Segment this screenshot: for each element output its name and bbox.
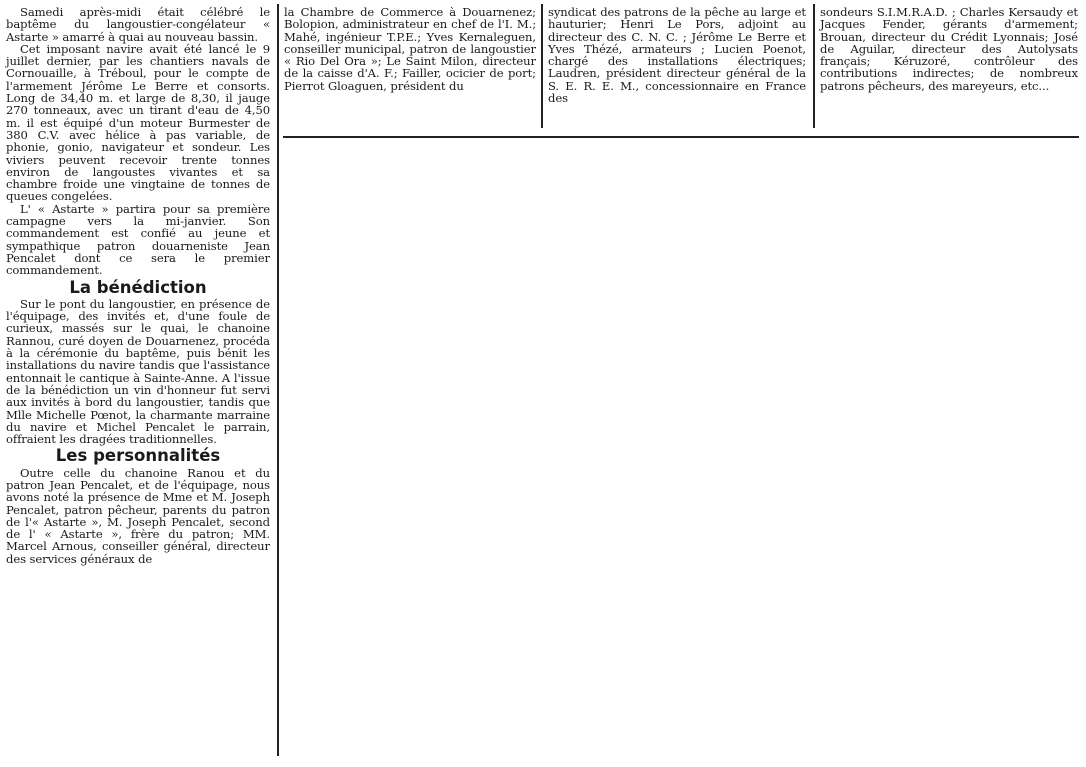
paragraph-attendees-cont-3: sondeurs S.I.M.R.A.D. ; Charles Kersaudy et Jacques Fender, gérants d'armement; Brouan, directeur du Crédit Lyonnais; José de Aguilar, directeur des Autolysats français; Kéruzoré, contrôleur des contributions indirectes; de nombreux patrons pêcheurs, des mareyeurs, etc... bbox=[820, 5, 1078, 93]
heading-personnalites: Les personnalités bbox=[55, 446, 221, 466]
column-rule bbox=[277, 4, 279, 756]
paragraph-attendees: Outre celle du chanoine Ranou et du patron Jean Pencalet, et de l'équipage, nous avons noté la présence de Mme et M. Joseph Pencalet, patron pêcheur, parents du patron de l'« Astarte », M. Joseph Pencalet, second de l' « Astarte », frère du patron; MM. Marcel Arnous, conseiller général, directeur des services généraux de bbox=[6, 465, 270, 566]
column-rule bbox=[813, 4, 815, 128]
paragraph-attendees-cont-2: syndicat des patrons de la pêche au large et hauturier; Henri Le Pors, adjoint au directeur des C. N. C. ; Jérôme Le Berre et Yves Thézé, armateurs ; Lucien Poenot, chargé des installations électriques; Laudren, président directeur général de la S. E. R. E. M., concessionnaire en France des bbox=[548, 5, 806, 106]
heading-benediction: La bénédiction bbox=[69, 277, 207, 297]
column-rule bbox=[541, 4, 543, 128]
paragraph-ship-description: Cet imposant navire avait été lancé le 9 juillet dernier, par les chantiers navals de Cornouaille, à Tréboul, pour le compte de l'armement Jérôme Le Berre et consorts. Long de 34,40 m. et large de 8,30, il jauge 270 tonneaux, avec un tirant d'eau de 4,50 m. il est équipé d'un moteur Burmester de 380 C.V. avec hélice à pas variable, de phonie, gonio, navigateur et sondeur. Les viviers peuvent recevoir trente tonnes environ de langoustes vivantes et sa chambre froide une vingtaine de tonnes de queues congelées. bbox=[6, 41, 270, 204]
article-column-2 bbox=[284, 6, 536, 92]
article-column-3 bbox=[548, 6, 806, 104]
article-column-4 bbox=[820, 6, 1078, 92]
paragraph-ceremony: Sur le pont du langoustier, en présence de l'équipage, des invités et, d'une foule de curieux, massés sur le quai, le chanoine Rannou, curé doyen de Douarnenez, procéda à la cérémonie du baptême, puis bénit les installations du navire tandis que l'assistance entonnait le cantique à Sainte-Anne. A l'issue de la bénédiction un vin d'honneur fut servi aux invités à bord du langoustier, tandis que Mlle Michelle Pœnot, la charmante marraine du navire et Michel Pencalet le parrain, offraient les dragées traditionnelles. bbox=[6, 296, 270, 447]
paragraph-intro: Samedi après-midi était célébré le baptême du langoustier-congélateur « Astarte » amarré à quai au nouveau bassin. bbox=[6, 5, 270, 44]
article-column-1 bbox=[6, 6, 270, 565]
paragraph-campaign: L' « Astarte » partira pour sa première campagne vers la mi-janvier. Son commandement est confié au jeune et sympathique patron douarneniste Jean Pencalet dont ce sera le premier commandement. bbox=[6, 201, 270, 278]
paragraph-attendees-cont-1: la Chambre de Commerce à Douarnenez; Bolopion, administrateur en chef de l'I. M.; Mahé, ingénieur T.P.E.; Yves Kernaleguen, conseiller municipal, patron de langoustier « Rio Del Ora »; Le Saint Milon, directeur de la caisse d'A. F.; Failler, ocicier de port; Pierrot Gloaguen, président du bbox=[284, 5, 536, 93]
article-end-rule bbox=[283, 136, 1079, 138]
